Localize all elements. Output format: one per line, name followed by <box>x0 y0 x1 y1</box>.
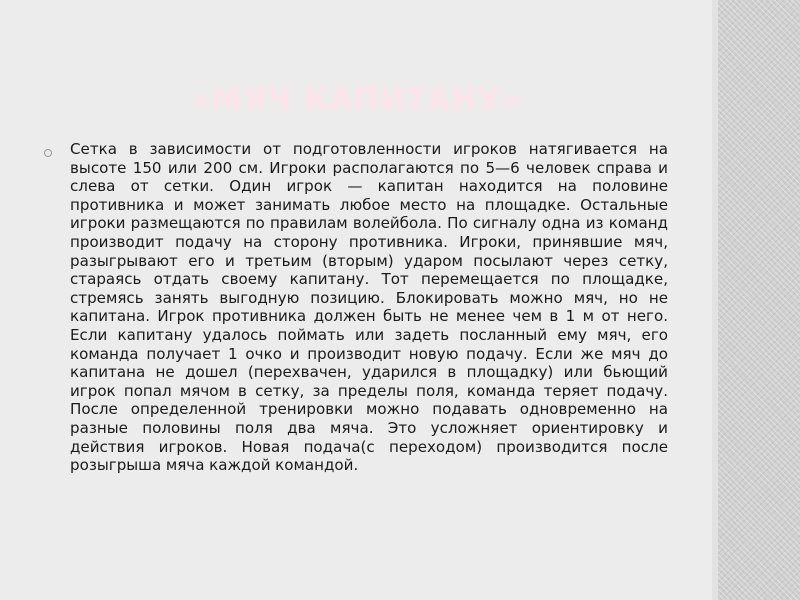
side-band-edge <box>712 0 718 600</box>
decorative-side-band <box>712 0 800 600</box>
slide-title: «МЯЧ КАПИТАНУ» <box>190 82 522 117</box>
bullet-icon <box>44 149 52 157</box>
bullet-paragraph: Сетка в зависимости от подготовленности игроков натягивается на высоте 150 или 200 см. Игроки располагаются по 5—6 человек справа и слева от сетки. Один игрок — капитан находится на половине противника и может занимать любое место на площадке. Остальные игроки размещаются по правилам волейбола. По сигналу одна из команд производит подачу на сторону противника. Игроки, принявшие мяч, разыгрывают его и третьим (вторым) ударом посылают через сетку, стараясь отдать своему капитану. Тот перемещается по площадке, стремясь занять выгодную позицию. Блокировать можно мяч, но не капитана. Игрок противника должен быть не менее чем в 1 м от него. Если капитану удалось поймать или задеть посланный ему мяч, его команда получает 1 очко и производит новую подачу. Если же мяч до капитана не дошел (перехвачен, ударился в площадку) или бьющий игрок попал мячом в сетку, за пределы поля, команда теряет подачу. После определенной тренировки можно подавать одновременно на разные половины поля два мяча. Это усложняет ориентировку и действия игроков. Новая подача(с переходом) производится после розыгрыша мяча каждой командой. <box>70 140 668 475</box>
slide-content <box>44 140 668 475</box>
